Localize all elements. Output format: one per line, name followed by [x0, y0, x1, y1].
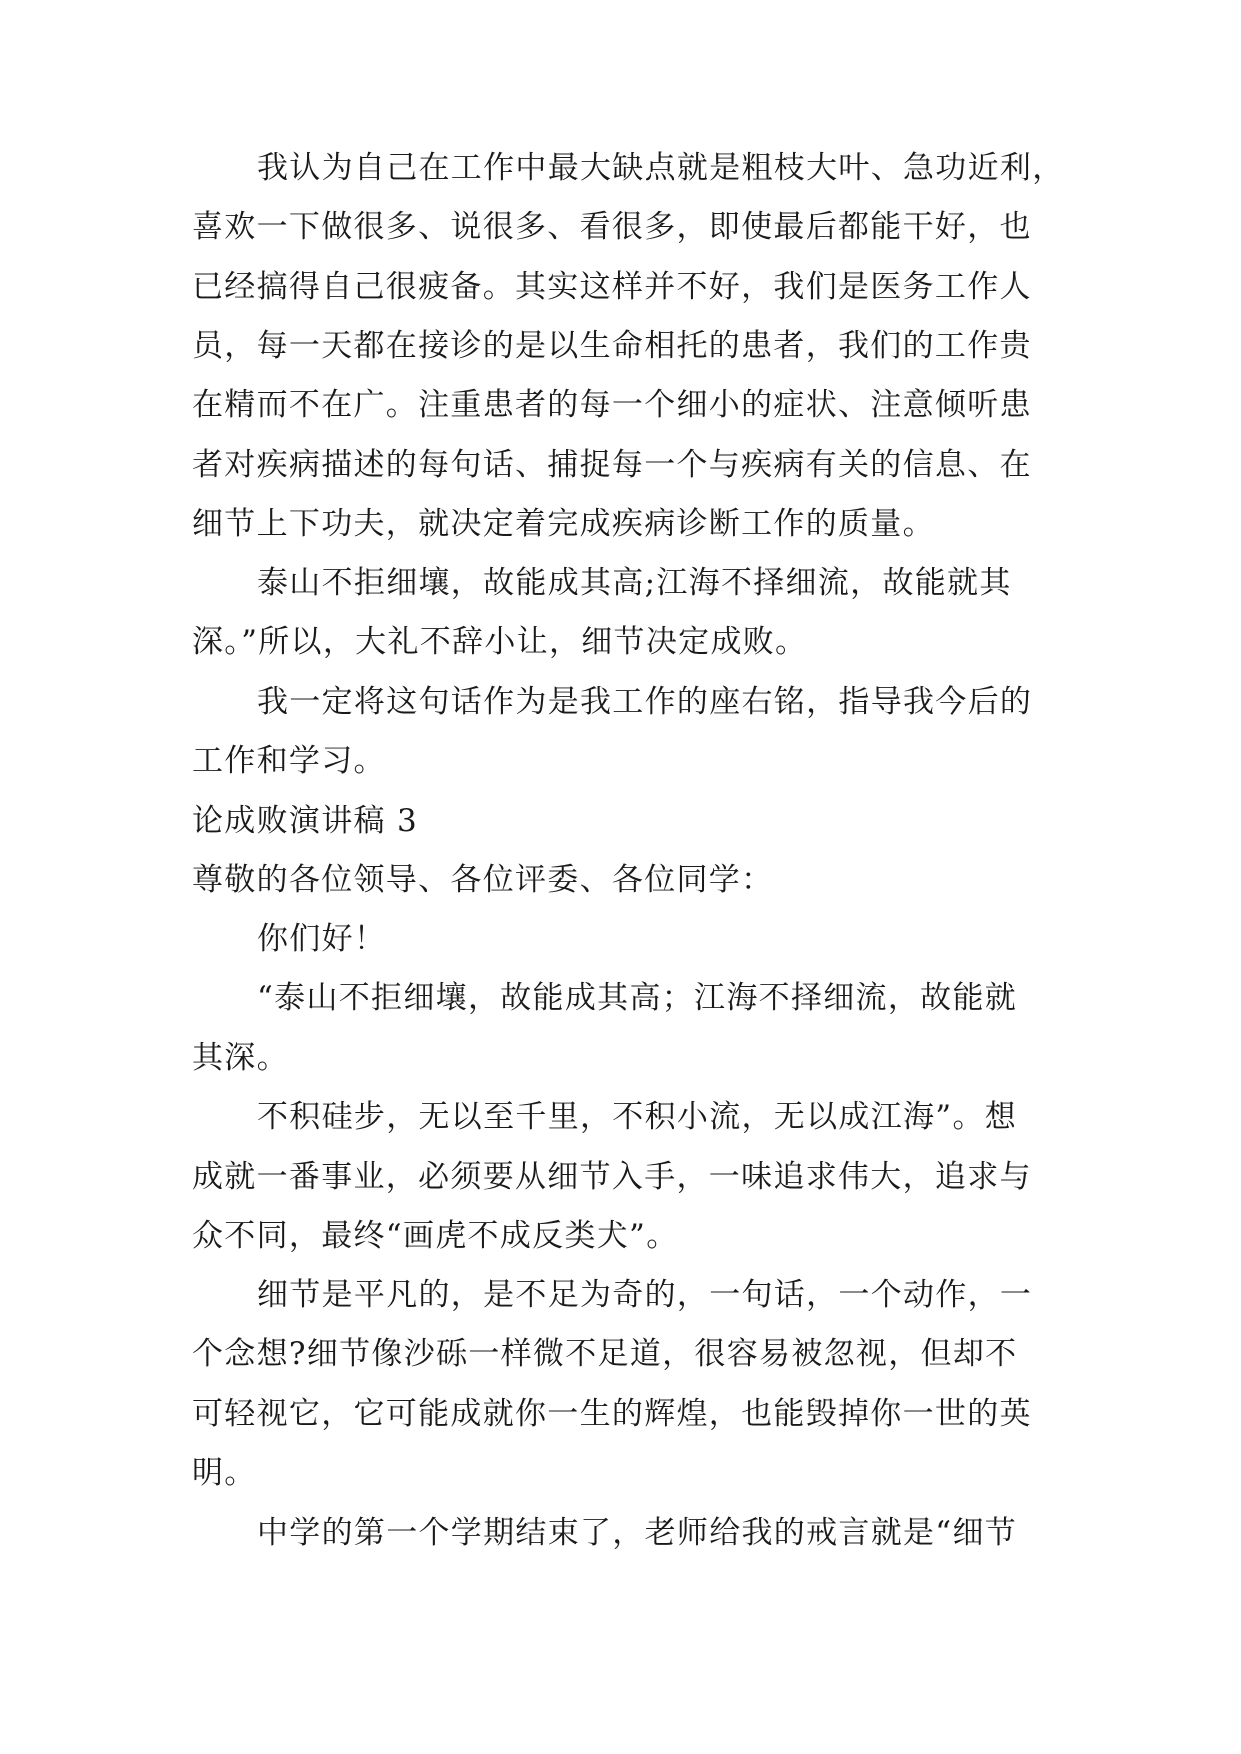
- text-line: 员，每一天都在接诊的是以生命相托的患者，我们的工作贵: [192, 328, 1032, 364]
- text-line: 在精而不在广。注重患者的每一个细小的症状、注意倾听患: [192, 387, 1032, 423]
- text-line: 喜欢一下做很多、说很多、看很多，即使最后都能干好，也: [192, 209, 1032, 245]
- text-line: 泰山不拒细壤，故能成其高;江海不择细流，故能就其: [257, 565, 1012, 601]
- text-line: 众不同，最终“画虎不成反类犬”。: [192, 1218, 679, 1254]
- section-heading: 论成败演讲稿 3: [192, 803, 418, 839]
- greeting: 你们好！: [257, 921, 387, 957]
- text-line: 者对疾病描述的每句话、捕捉每一个与疾病有关的信息、在: [192, 447, 1032, 483]
- text-line: “泰山不拒细壤，故能成其高；江海不择细流，故能就: [257, 980, 1018, 1016]
- text-line: 细节是平凡的，是不足为奇的，一句话，一个动作，一: [257, 1277, 1033, 1313]
- text-line: 可轻视它，它可能成就你一生的辉煌，也能毁掉你一世的英: [192, 1396, 1032, 1432]
- text-line: 深。”所以，大礼不辞小让，细节决定成败。: [192, 624, 808, 660]
- text-line: 个念想?细节像沙砾一样微不足道，很容易被忽视，但却不: [192, 1336, 1018, 1372]
- text-line: 细节上下功夫，就决定着完成疾病诊断工作的质量。: [192, 506, 935, 542]
- text-line: 其深。: [192, 1040, 289, 1076]
- text-line: 工作和学习。: [192, 743, 386, 779]
- salutation: 尊敬的各位领导、各位评委、各位同学：: [192, 862, 774, 898]
- text-line: 不积硅步，无以至千里，不积小流，无以成江海”。想: [257, 1099, 1018, 1135]
- text-line: 明。: [192, 1455, 257, 1491]
- text-line: 成就一番事业，必须要从细节入手，一味追求伟大，追求与: [192, 1159, 1032, 1195]
- text-line: 已经搞得自己很疲备。其实这样并不好，我们是医务工作人: [192, 269, 1032, 305]
- text-line: 我一定将这句话作为是我工作的座右铭，指导我今后的: [257, 684, 1033, 720]
- text-line: 我认为自己在工作中最大缺点就是粗枝大叶、急功近利，: [257, 150, 1065, 186]
- text-line: 中学的第一个学期结束了，老师给我的戒言就是“细节: [257, 1515, 1018, 1551]
